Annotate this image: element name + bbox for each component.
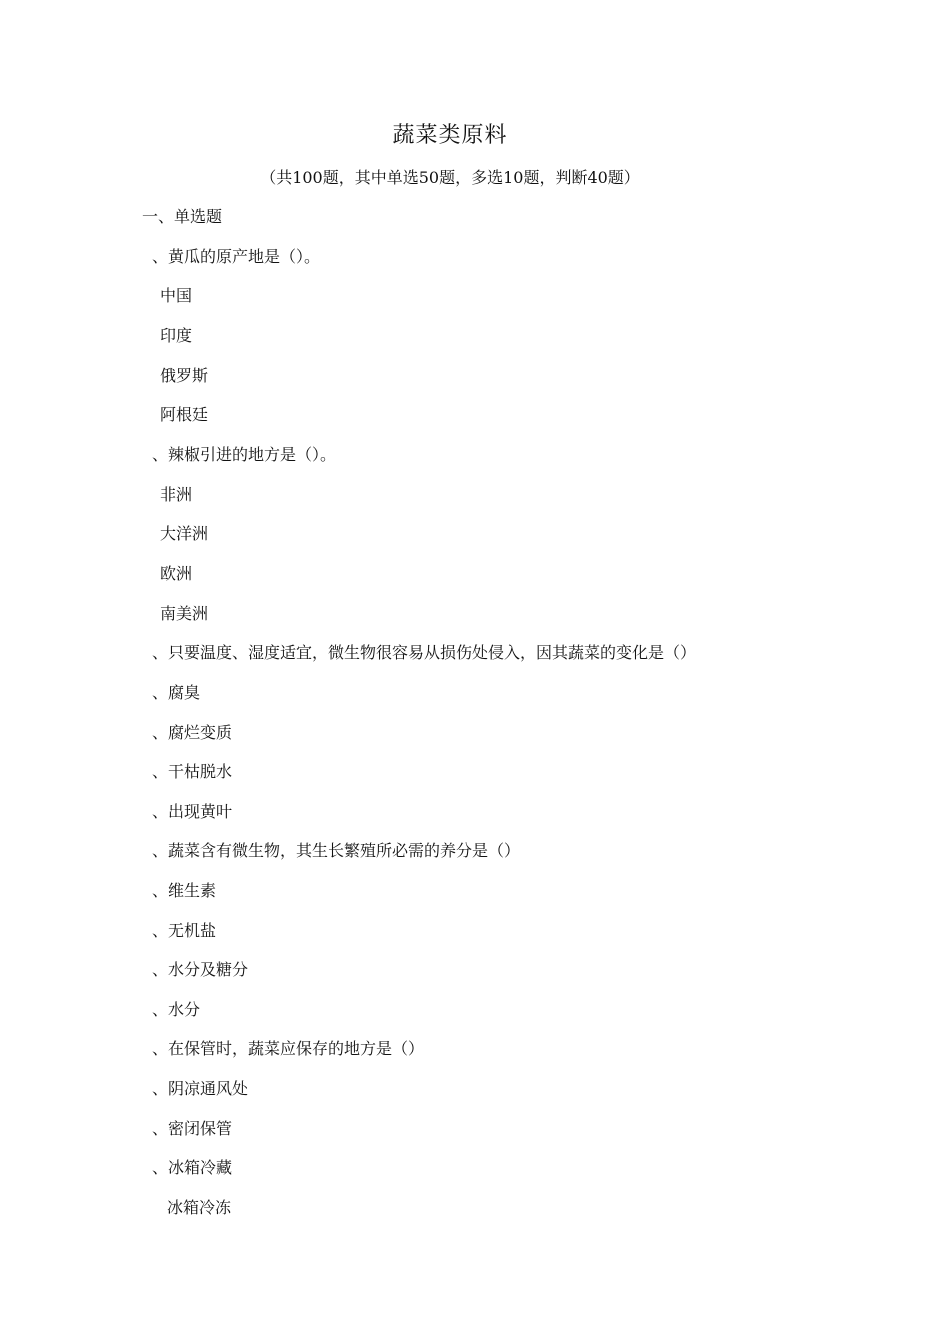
question-option: 、冰箱冷藏 xyxy=(152,1158,233,1177)
question-stem: 、只要温度、湿度适宜，微生物很容易从损伤处侵入，因其蔬菜的变化是（） xyxy=(152,643,697,662)
question-option: 非洲 xyxy=(160,485,193,504)
question-option: 、干枯脱水 xyxy=(152,762,233,781)
question-option: 、出现黄叶 xyxy=(152,802,233,821)
question-stem: 、辣椒引进的地方是（）。 xyxy=(152,445,337,464)
question-option: 阿根廷 xyxy=(160,405,209,424)
question-option: 、水分 xyxy=(152,1000,201,1019)
section-heading: 一、单选题 xyxy=(142,207,223,226)
question-option: 印度 xyxy=(160,326,193,345)
question-option: 欧洲 xyxy=(160,564,193,583)
question-stem: 、蔬菜含有微生物，其生长繁殖所必需的养分是（） xyxy=(152,841,521,860)
question-option: 、无机盐 xyxy=(152,921,217,940)
question-option: 中国 xyxy=(160,286,193,305)
question-stem: 、黄瓜的原产地是（）。 xyxy=(152,247,321,266)
question-option: 、腐烂变质 xyxy=(152,723,233,742)
question-option: 、阴凉通风处 xyxy=(152,1079,249,1098)
document-title: 蔬菜类原料 xyxy=(392,123,508,148)
question-stem: 、在保管时，蔬菜应保存的地方是（） xyxy=(152,1039,425,1058)
question-option: 南美洲 xyxy=(160,604,209,623)
question-option: 冰箱冷冻 xyxy=(167,1198,232,1217)
question-option: 、维生素 xyxy=(152,881,217,900)
question-option: 、水分及糖分 xyxy=(152,960,249,979)
question-option: 、腐臭 xyxy=(152,683,201,702)
question-option: 俄罗斯 xyxy=(160,366,209,385)
question-option: 、密闭保管 xyxy=(152,1119,233,1138)
question-option: 大洋洲 xyxy=(160,524,209,543)
document-subtitle: （共100题，其中单选50题，多选10题，判断40题） xyxy=(260,168,640,187)
